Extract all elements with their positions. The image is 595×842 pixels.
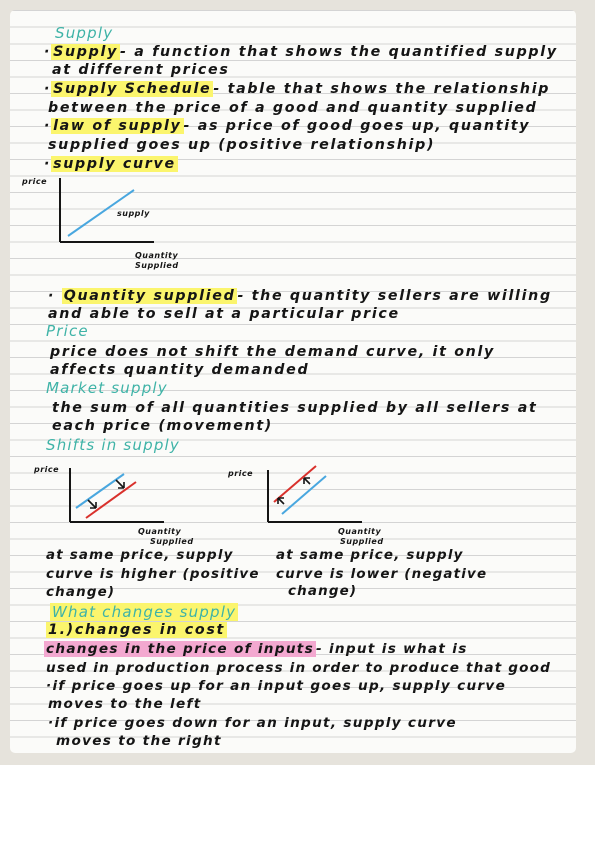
- graph-left-original-curve: [76, 474, 124, 508]
- supply-schedule-line-2: between the price of a good and quantity supplied: [48, 100, 538, 116]
- graph-left-shifted-curve: [86, 482, 136, 518]
- changes-in-cost-line: [46, 622, 227, 639]
- term-changes-in-cost: 1.)changes in cost: [48, 622, 225, 638]
- shift-right-caption-3: change): [288, 584, 358, 599]
- graph-left-price-label: price: [34, 465, 60, 474]
- shift-left-caption-2: curve is higher (positive: [46, 567, 260, 582]
- heading-price: Price: [46, 322, 89, 340]
- heading-what-changes-supply: What changes supply: [52, 603, 237, 621]
- shift-right-graph: [228, 462, 408, 548]
- price-down-line-1: ·if price goes down for an input, supply curve: [48, 715, 457, 731]
- graph1-supplied-label: Supplied: [135, 261, 179, 270]
- supply-definition-line-2: at different prices: [52, 62, 230, 78]
- price-up-line-2: moves to the left: [48, 696, 202, 712]
- shift-left-graph: [34, 462, 204, 548]
- supply-curve-line: · supply curve: [44, 156, 176, 172]
- shift-right-caption-2: curve is lower (negative: [276, 567, 488, 582]
- arrow-down-right-icon: [116, 480, 124, 488]
- graph-left-supplied-label: Supplied: [150, 537, 194, 546]
- arrow-up-left-icon: [304, 478, 310, 484]
- supply-schedule-line-1: · Supply Schedule - table that shows the relationship: [44, 81, 551, 97]
- arrow-down-right-icon: [88, 500, 96, 508]
- heading-market-supply: Market supply: [46, 379, 168, 397]
- graph-left-quantity-label: Quantity: [138, 527, 182, 536]
- inputs-line-1: changes in the price of inputs - input is what is: [46, 641, 468, 657]
- price-line-2: affects quantity demanded: [50, 362, 310, 378]
- term-supply-curve: supply curve: [53, 156, 176, 172]
- law-of-supply-line-2: supplied goes up (positive relationship): [48, 137, 436, 153]
- shift-right-caption-1: at same price, supply: [276, 548, 464, 563]
- law-of-supply-line-1: · law of supply - as price of good goes up, quantity: [44, 118, 531, 134]
- shift-left-caption-3: change): [46, 585, 116, 600]
- market-supply-line-2: each price (movement): [52, 418, 273, 434]
- quantity-supplied-line-2: and able to sell at a particular price: [48, 306, 400, 322]
- price-down-line-2: moves to the right: [56, 733, 222, 749]
- heading-shifts-in-supply: Shifts in supply: [46, 436, 180, 454]
- graph1-quantity-label: Quantity: [135, 251, 179, 260]
- supply-curve-graph: [22, 172, 212, 272]
- term-changes-in-price-of-inputs: changes in the price of inputs: [46, 641, 314, 657]
- price-line-1: price does not shift the demand curve, it only: [50, 344, 495, 360]
- market-supply-line-1: the sum of all quantities supplied by all sellers at: [52, 400, 538, 416]
- graph-right-supplied-label: Supplied: [340, 537, 384, 546]
- graph-right-price-label: price: [228, 469, 254, 478]
- term-law-of-supply: law of supply: [53, 118, 182, 134]
- term-supply: Supply: [53, 44, 119, 60]
- term-supply-schedule: Supply Schedule: [53, 81, 212, 97]
- graph1-price-label: price: [22, 177, 48, 186]
- shift-left-caption-1: at same price, supply: [46, 548, 234, 563]
- price-up-line-1: ·if price goes up for an input goes up, supply curve: [46, 678, 507, 694]
- heading-supply: Supply: [55, 24, 114, 42]
- quantity-supplied-line-1: · Quantity supplied - the quantity sellers are willing: [48, 288, 552, 304]
- arrow-up-left-icon: [278, 498, 284, 504]
- term-quantity-supplied: Quantity supplied: [63, 288, 236, 304]
- supply-definition-line-1: · Supply - a function that shows the quantified supply: [44, 44, 558, 60]
- inputs-line-2: used in production process in order to produce that good: [46, 660, 552, 676]
- graph1-supply-label: supply: [117, 209, 150, 218]
- graph-right-quantity-label: Quantity: [338, 527, 382, 536]
